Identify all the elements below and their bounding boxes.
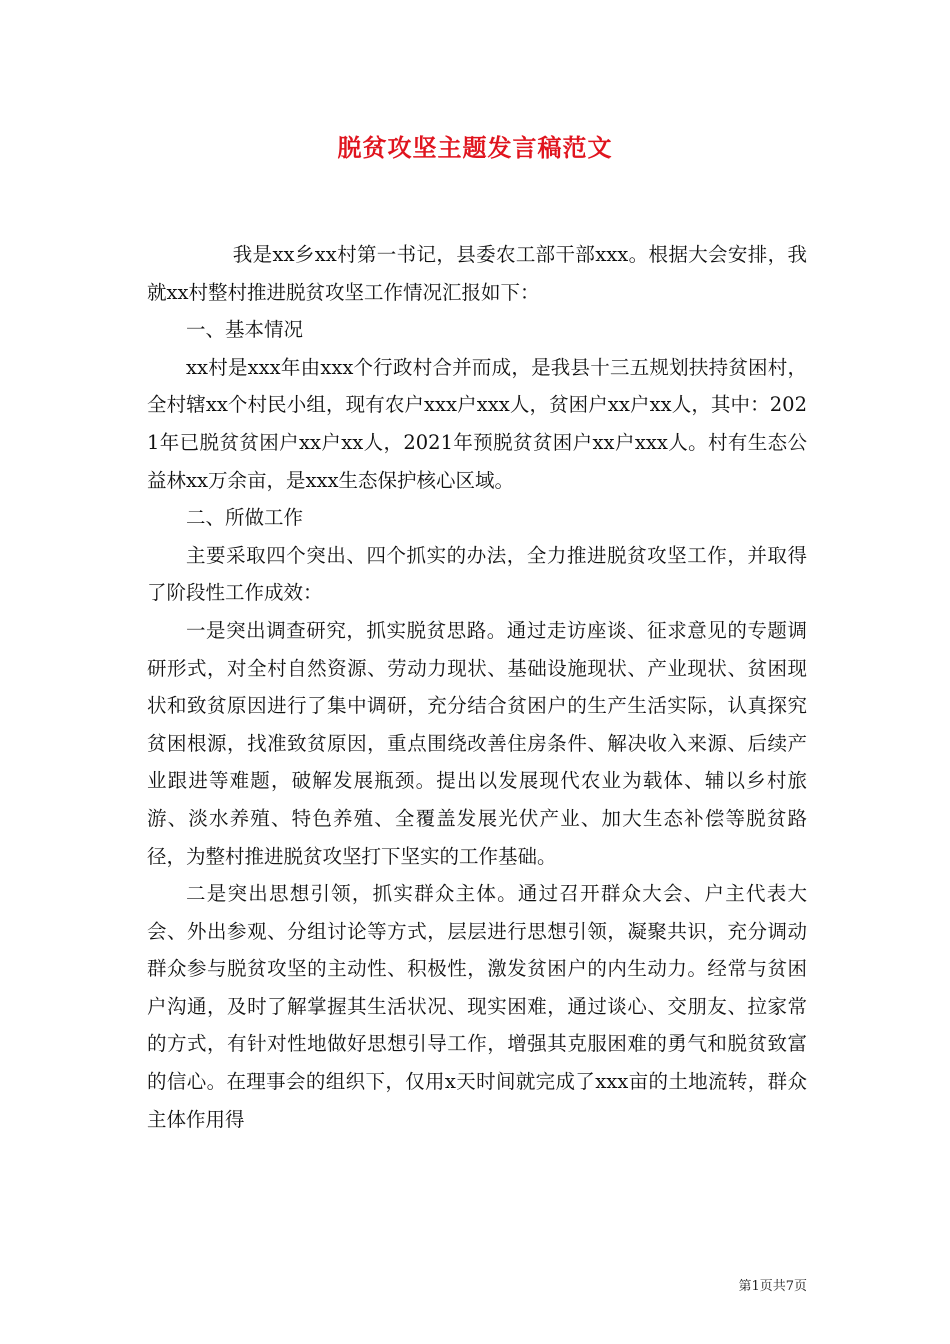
section-heading-basic-situation: 一、基本情况: [186, 318, 304, 342]
paragraph-work-summary: 主要采取四个突出、四个抓实的办法，全力推进脱贫攻坚工作，并取得了阶段性工作成效：: [147, 543, 807, 605]
section-heading-work-done: 二、所做工作: [186, 506, 304, 530]
document-body: [147, 236, 807, 1138]
document-title: 脱贫攻坚主题发言稿范文: [337, 133, 613, 162]
paragraph-ideology: 二是突出思想引领，抓实群众主体。通过召开群众大会、户主代表大会、外出参观、分组讨论等方式，层层进行思想引领，凝聚共识，充分调动群众参与脱贫攻坚的主动性、积极性，激发贫困户的内生动力。经常与贫困户沟通，及时了解掌握其生活状况、现实困难，通过谈心、交朋友、拉家常的方式，有针对性地做好思想引导工作，增强其克服困难的勇气和脱贫致富的信心。在理事会的组织下，仅用x天时间就完成了xxx亩的土地流转，群众主体作用得: [147, 882, 807, 1131]
paragraph-research: 一是突出调查研究，抓实脱贫思路。通过走访座谈、征求意见的专题调研形式，对全村自然资源、劳动力现状、基础设施现状、产业现状、贫困现状和致贫原因进行了集中调研，充分结合贫困户的生产生活实际，认真探究贫困根源，找准致贫原因，重点围绕改善住房条件、解决收入来源、后续产业跟进等难题，破解发展瓶颈。提出以发展现代农业为载体、辅以乡村旅游、淡水养殖、特色养殖、全覆盖发展光伏产业、加大生态补偿等脱贫路径，为整村推进脱贫攻坚打下坚实的工作基础。: [147, 618, 807, 868]
paragraph-intro: 我是xx乡xx村第一书记，县委农工部干部xxx。根据大会安排，我就xx村整村推进脱贫攻坚工作情况汇报如下：: [147, 243, 807, 304]
page-number-footer: 第1页共7页: [738, 1279, 807, 1294]
paragraph-basic-situation: xx村是xxx年由xxx个行政村合并而成，是我县十三五规划扶持贫困村，全村辖xx个村民小组，现有农户xxx户xxx人，贫困户xx户xx人，其中：2021年已脱贫贫困户xx户xx人，2021年预脱贫贫困户xx户xxx人。村有生态公益林xx万余亩，是xxx生态保护核心区域。: [147, 355, 807, 492]
